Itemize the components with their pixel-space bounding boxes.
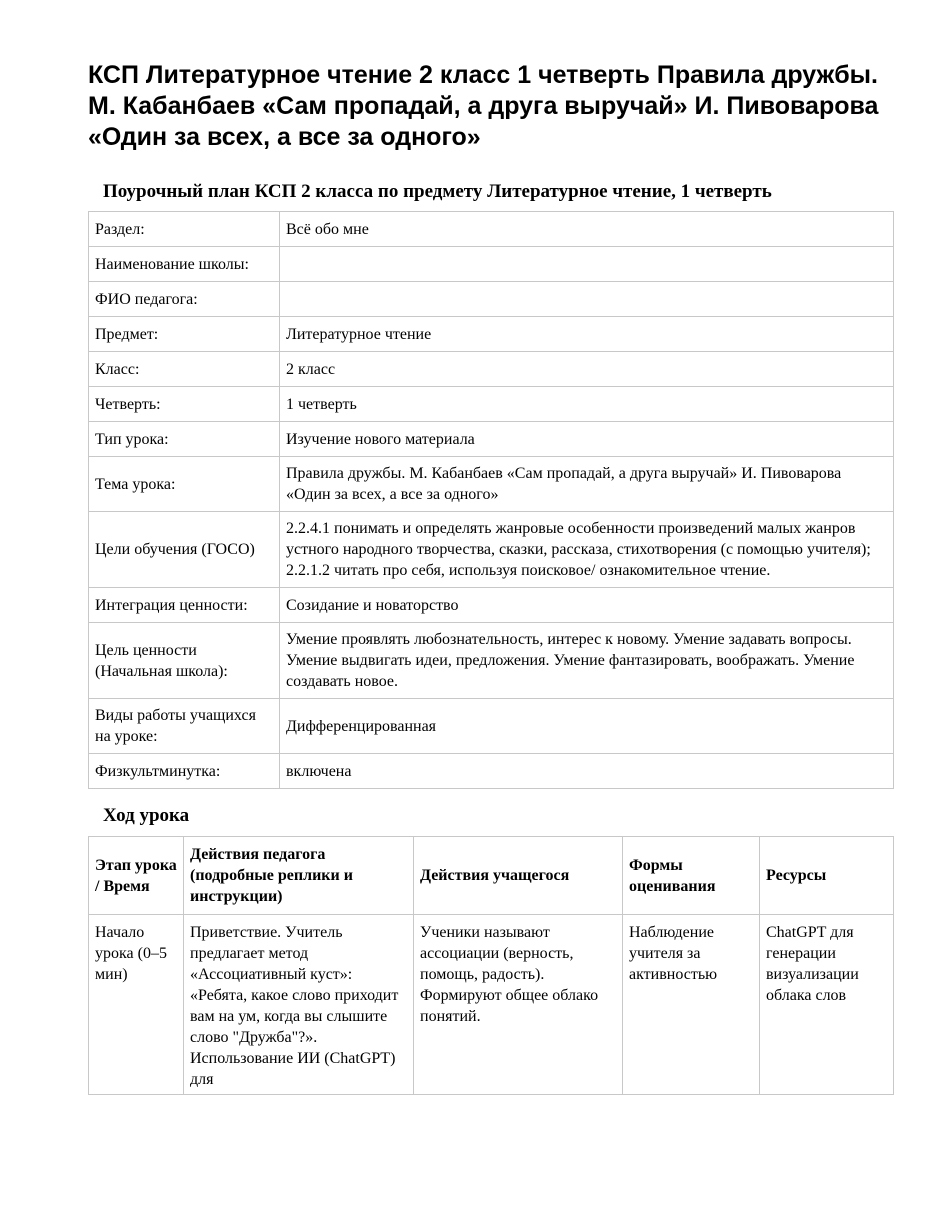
info-value: Умение проявлять любознательность, интерес к новому. Умение задавать вопросы. Умение выдвигать идеи, предложения. Умение фантазировать, воображать. Умение создавать новое. (280, 623, 894, 699)
info-value: Всё обо мне (280, 212, 894, 247)
cell-stage: Начало урока (0–5 мин) (89, 915, 184, 1095)
info-label: Класс: (89, 352, 280, 387)
table-header-row (89, 837, 894, 915)
table-row (89, 623, 894, 699)
info-value (280, 247, 894, 282)
info-value: 1 четверть (280, 387, 894, 422)
info-label: Предмет: (89, 317, 280, 352)
info-label: Наименование школы: (89, 247, 280, 282)
info-value: 2 класс (280, 352, 894, 387)
lesson-progress-table (88, 836, 894, 1095)
cell-student-actions: Ученики называют ассоциации (верность, помощь, радость). Формируют общее облако понятий. (414, 915, 623, 1095)
info-value: Изучение нового материала (280, 422, 894, 457)
table-row (89, 588, 894, 623)
info-label: Раздел: (89, 212, 280, 247)
info-value: включена (280, 754, 894, 789)
table-row (89, 512, 894, 588)
document-title: КСП Литературное чтение 2 класс 1 четверть Правила дружбы. М. Кабанбаев «Сам пропадай, а друга выручай» И. Пивоварова «Один за всех, а все за одного» (88, 61, 879, 151)
info-label: Цель ценности (Начальная школа): (89, 623, 280, 699)
column-header-assessment: Формы оценивания (623, 837, 760, 915)
info-label: Интеграция ценности: (89, 588, 280, 623)
info-value (280, 282, 894, 317)
table-row (89, 699, 894, 754)
table-row (89, 754, 894, 789)
document-page (88, 60, 892, 1095)
info-label: Тип урока: (89, 422, 280, 457)
lesson-info-table (88, 211, 894, 789)
info-label: Тема урока: (89, 457, 280, 512)
column-header-teacher-actions: Действия педагога (подробные реплики и инструкции) (184, 837, 414, 915)
table-row (89, 422, 894, 457)
plan-heading: Поурочный план КСП 2 класса по предмету Литературное чтение, 1 четверть (103, 181, 772, 202)
info-label: Цели обучения (ГОСО) (89, 512, 280, 588)
info-label: Физкультминутка: (89, 754, 280, 789)
table-row (89, 317, 894, 352)
column-header-resources: Ресурсы (760, 837, 894, 915)
info-label: ФИО педагога: (89, 282, 280, 317)
info-value: Правила дружбы. М. Кабанбаев «Сам пропадай, а друга выручай» И. Пивоварова «Один за всех, а все за одного» (280, 457, 894, 512)
cell-resources: ChatGPT для генерации визуализации облака слов (760, 915, 894, 1095)
table-row (89, 457, 894, 512)
info-value: Литературное чтение (280, 317, 894, 352)
table-row (89, 915, 894, 1095)
info-label: Виды работы учащихся на уроке: (89, 699, 280, 754)
table-row (89, 212, 894, 247)
table-row (89, 352, 894, 387)
column-header-stage: Этап урока / Время (89, 837, 184, 915)
cell-assessment: Наблюдение учителя за активностью (623, 915, 760, 1095)
info-value: Дифференцированная (280, 699, 894, 754)
table-row (89, 387, 894, 422)
column-header-student-actions: Действия учащегося (414, 837, 623, 915)
info-value: 2.2.4.1 понимать и определять жанровые особенности произведений малых жанров устного народного творчества, сказки, рассказа, стихотворения (с помощью учителя); 2.2.1.2 читать про себя, используя поисковое/ ознакомительное чтение. (280, 512, 894, 588)
table-row (89, 282, 894, 317)
info-label: Четверть: (89, 387, 280, 422)
table-row (89, 247, 894, 282)
cell-teacher-actions: Приветствие. Учитель предлагает метод «Ассоциативный куст»: «Ребята, какое слово приходит вам на ум, когда вы слышите слово "Дружба"?». Использование ИИ (ChatGPT) для (184, 915, 414, 1095)
lesson-progress-heading: Ход урока (103, 805, 190, 826)
info-value: Созидание и новаторство (280, 588, 894, 623)
